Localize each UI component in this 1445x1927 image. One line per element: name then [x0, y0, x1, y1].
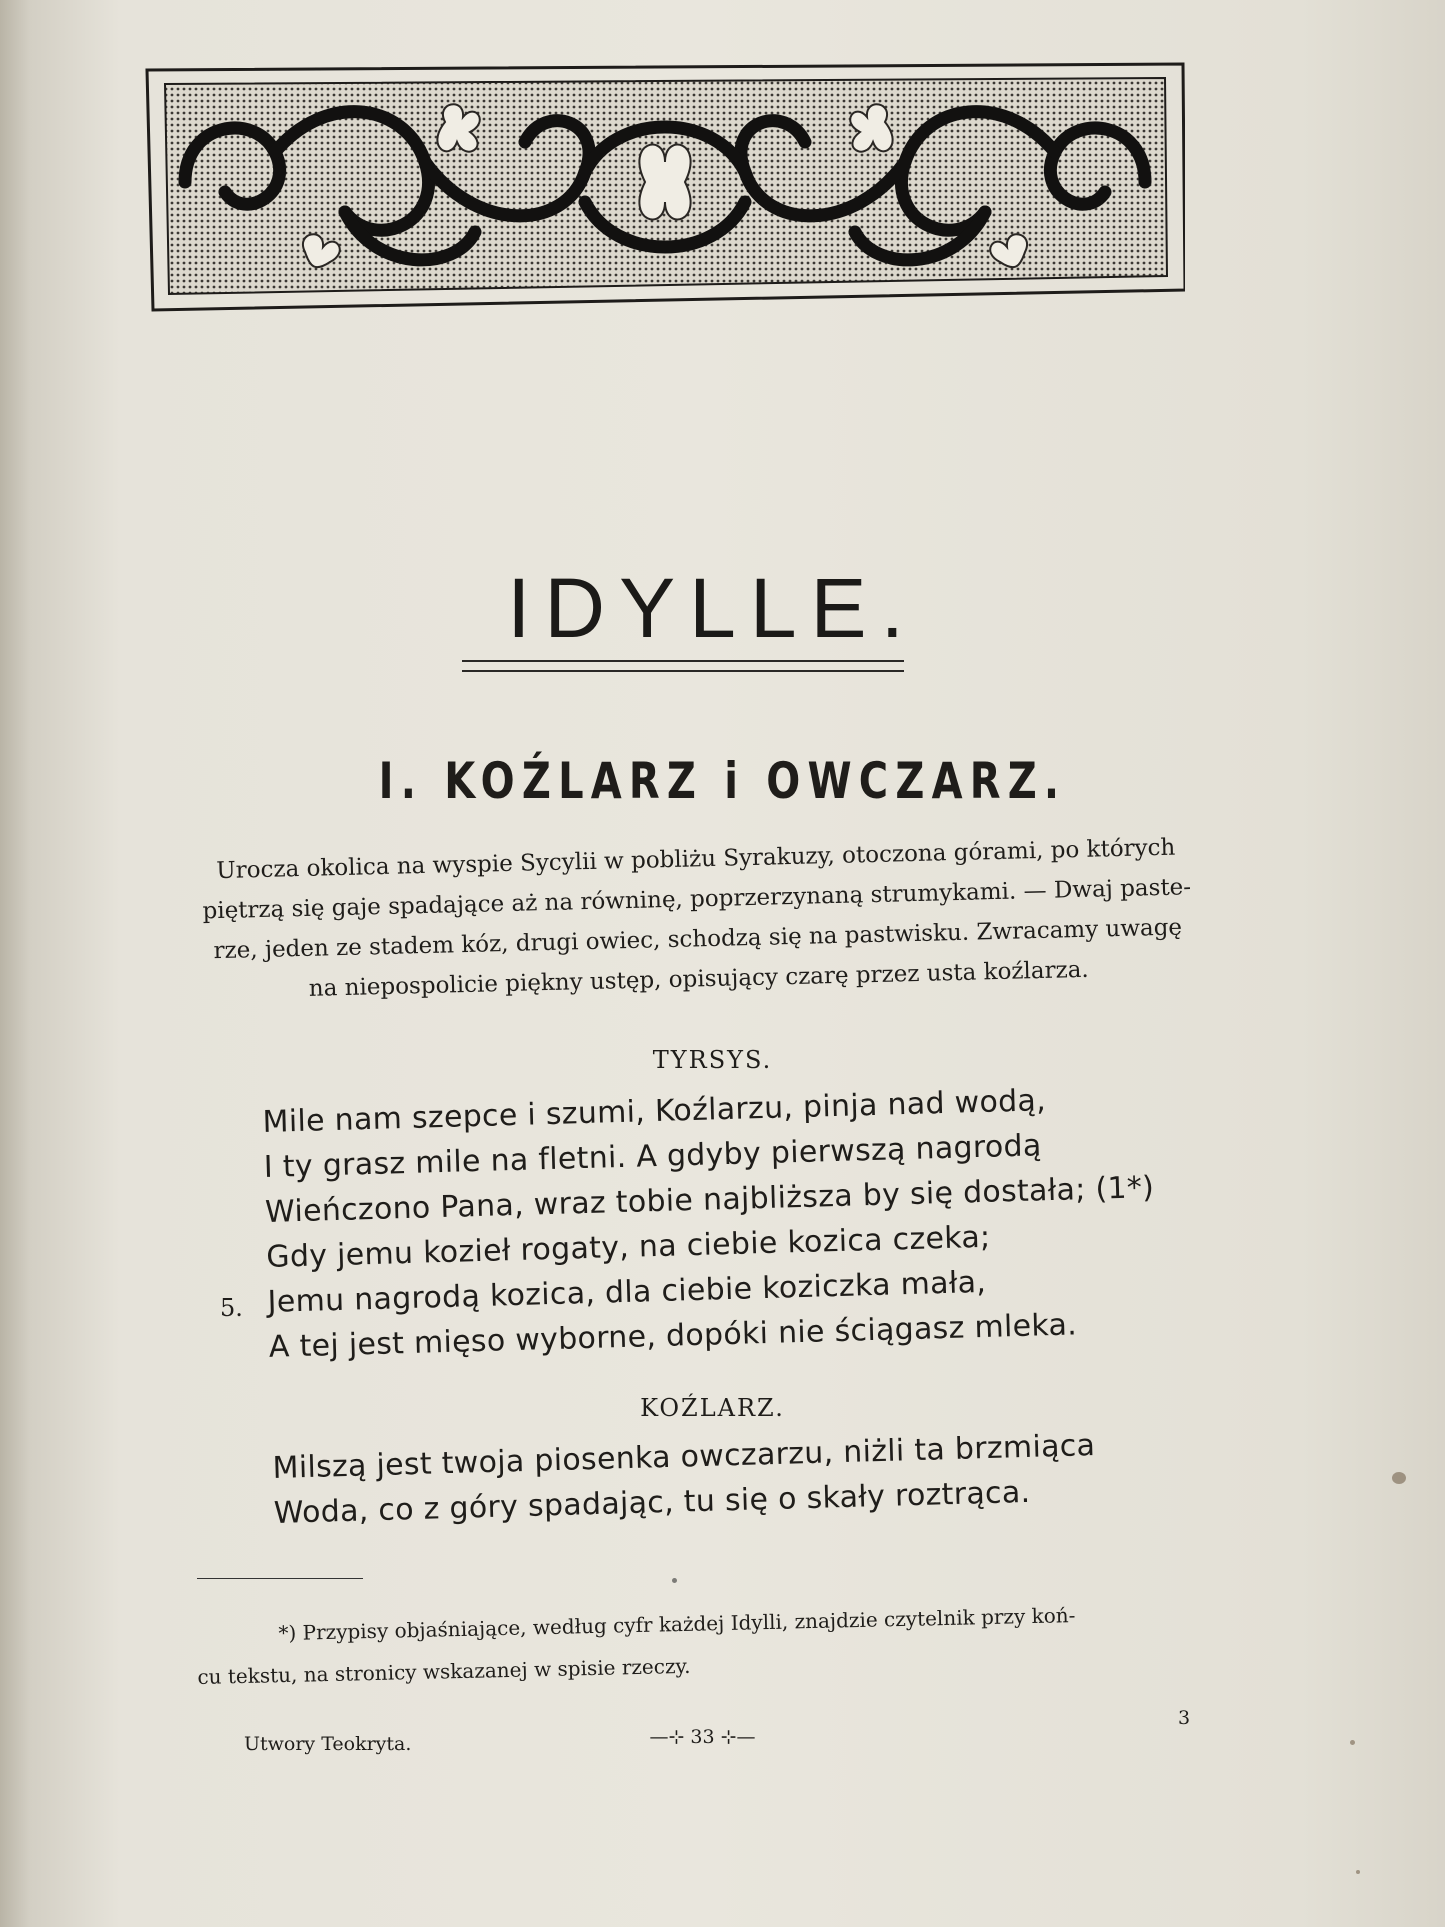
- intro-line: rze, jeden ze stadem kóz, drugi owiec, schodzą się na pastwisku. Zwracamy uwagę: [213, 914, 1183, 965]
- verse-line: Woda, co z góry spadając, tu się o skały roztrąca.: [273, 1474, 1031, 1531]
- verse-line: Milszą jest twoja piosenka owczarzu, niżli ta brzmiąca: [272, 1428, 1096, 1486]
- paper-stain: [672, 1578, 677, 1583]
- paper-stain: [1356, 1870, 1360, 1874]
- verse-line: I ty grasz mile na fletni. A gdyby pierwszą nagrodą: [263, 1128, 1042, 1185]
- decorative-header-ornament: [145, 62, 1185, 312]
- intro-line: na niepospolicie piękny ustęp, opisujący czarę przez usta koźlarza.: [308, 956, 1089, 1002]
- footnote-line: cu tekstu, na stronicy wskazanej w spisie rzeczy.: [197, 1653, 691, 1689]
- footnote-rule: [197, 1578, 363, 1579]
- verse-line: Wieńczono Pana, wraz tobie najbliższa by się dostała; (1*): [264, 1170, 1155, 1230]
- speaker-tyrsys: TYRSYS.: [652, 1046, 773, 1074]
- verse-line: Mile nam szepce i szumi, Koźlarzu, pinja nad wodą,: [262, 1083, 1047, 1140]
- verse-line: A tej jest mięso wyborne, dopóki nie ściągasz mleka.: [268, 1307, 1078, 1365]
- paper-stain: [1392, 1472, 1406, 1484]
- title-double-rule: [462, 660, 904, 672]
- idyll-heading: I. KOŹLARZ i OWCZARZ.: [378, 752, 1067, 810]
- running-footer-title: Utwory Teokryta.: [244, 1733, 412, 1755]
- verse-block-1: [262, 1075, 1159, 1370]
- page-number: —⊹ 33 ⊹—: [649, 1726, 756, 1748]
- footnote: [196, 1591, 1228, 1698]
- verse-block-2: [272, 1423, 1097, 1536]
- intro-line: Urocza okolica na wyspie Sycylii w pobliżu Syrakuzy, otoczona górami, po których: [216, 834, 1176, 885]
- signature-mark: 3: [1178, 1707, 1191, 1729]
- paper-stain: [1350, 1740, 1355, 1745]
- intro-paragraph: [178, 827, 1217, 1012]
- verse-line: Jemu nagrodą kozica, dla ciebie koziczka mała,: [267, 1264, 987, 1320]
- verse-line: Gdy jemu kozieł rogaty, na ciebie kozica czeka;: [265, 1219, 991, 1275]
- page-title: IDYLLE.: [507, 561, 918, 655]
- intro-line: piętrzą się gaje spadające aż na równinę, poprzerzynaną strumykami. — Dwaj paste-: [202, 874, 1192, 925]
- footnote-line: *) Przypisy objaśniające, według cyfr każdej Idylli, znajdzie czytelnik przy koń-: [278, 1603, 1076, 1646]
- verse-line-number: 5.: [220, 1294, 243, 1322]
- speaker-kozlarz: KOŹLARZ.: [640, 1394, 785, 1422]
